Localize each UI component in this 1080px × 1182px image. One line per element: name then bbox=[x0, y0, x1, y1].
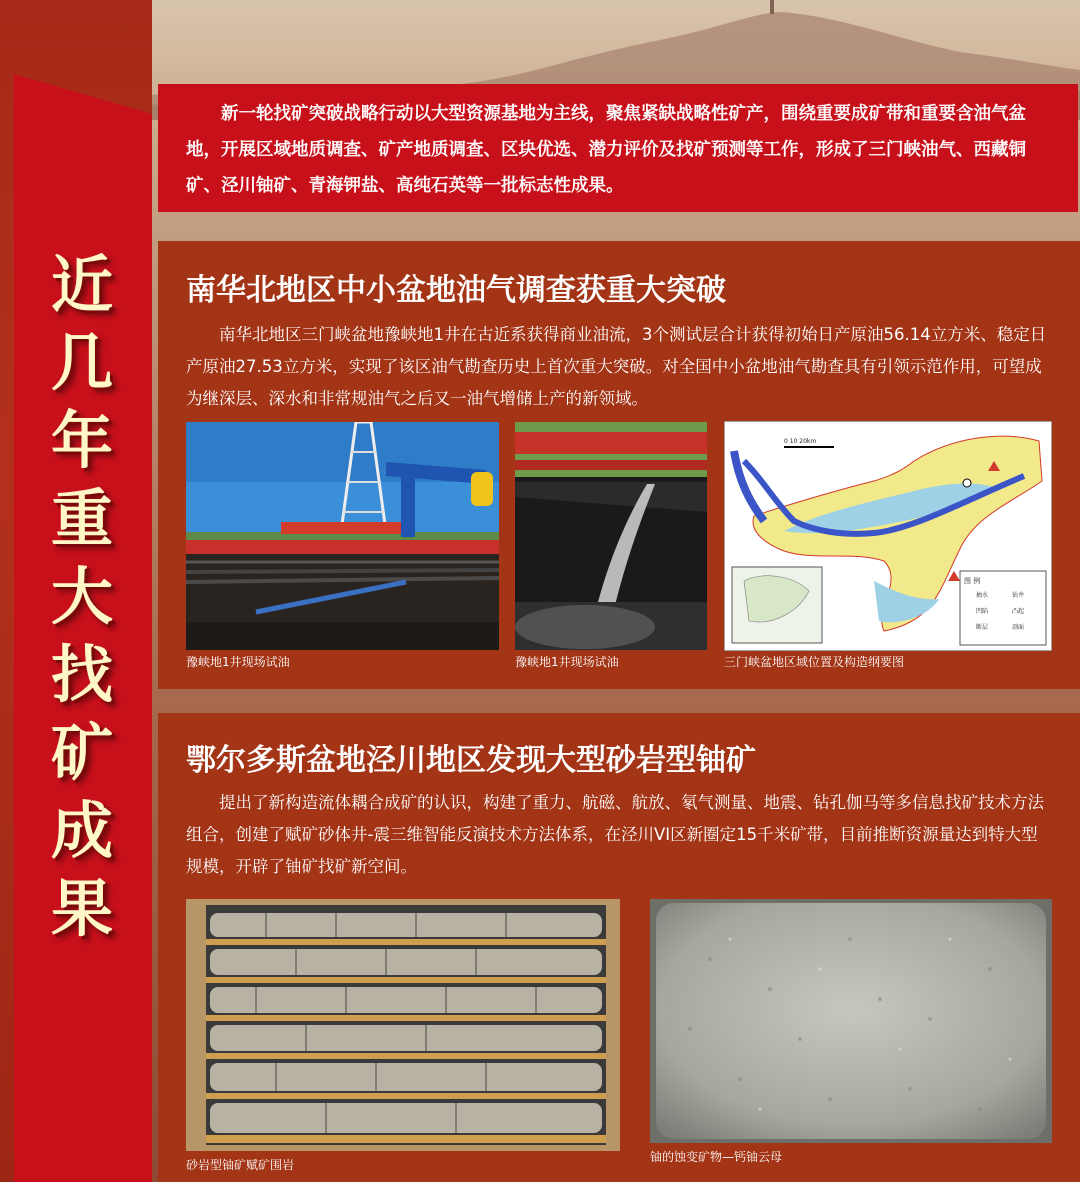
side-title-char: 重 bbox=[50, 482, 113, 555]
map-legend-item: 抽水 bbox=[976, 592, 989, 599]
uranium-mineral-photo bbox=[650, 899, 1052, 1143]
oil-rig-photo bbox=[186, 422, 499, 650]
side-title-char: 几 bbox=[50, 326, 113, 399]
map-legend-item: 凹陷 bbox=[976, 608, 989, 615]
side-title-char: 大 bbox=[50, 560, 113, 633]
map-legend-title: 图 例 bbox=[964, 577, 981, 585]
photo-caption: 砂岩型铀矿赋矿围岩 bbox=[186, 1158, 295, 1172]
oil-flow-photo bbox=[515, 422, 707, 650]
map-legend-item: 剖面 bbox=[1012, 624, 1025, 631]
basin-structure-map bbox=[724, 421, 1052, 651]
side-title-char: 年 bbox=[50, 404, 113, 477]
map-legend-item: 钻井 bbox=[1012, 592, 1025, 599]
side-title-char: 找 bbox=[50, 638, 113, 711]
side-title-char: 矿 bbox=[50, 716, 113, 789]
section-body: 南华北地区三门峡盆地豫峡地1井在古近系获得商业油流，3个测试层合计获得初始日产原油56.14立方米、稳定日产原油27.53立方米，实现了该区油气勘查历史上首次重大突破。对全国中小盆地油气勘查具有引领示范作用，可望成为继深层、深水和非常规油气之后又一油气增储上产的新领域。 bbox=[186, 325, 1047, 408]
photo-caption: 铀的蚀变矿物—钙铀云母 bbox=[650, 1150, 783, 1164]
side-title-char: 成 bbox=[50, 794, 113, 867]
section-body: 提出了新构造流体耦合成矿的认识，构建了重力、航磁、航放、氡气测量、地震、钻孔伽马等多信息找矿技术方法组合，创建了赋矿砂体井-震三维智能反演技术方法体系，在泾川VI区新圈定15千米矿带，目前推断资源量达到特大型规模，开辟了铀矿找矿新空间。 bbox=[186, 793, 1044, 876]
intro-summary-box bbox=[158, 84, 1078, 212]
intro-text: 新一轮找矿突破战略行动以大型资源基地为主线，聚焦紧缺战略性矿产，围绕重要成矿带和重要含油气盆地，开展区域地质调查、矿产地质调查、区块优选、潜力评价及找矿预测等工作，形成了三门峡油气、西藏铜矿、泾川铀矿、青海钾盐、高纯石英等一批标志性成果。 bbox=[186, 104, 1026, 196]
photo-caption: 豫峡地1井现场试油 bbox=[515, 655, 619, 669]
section-title: 南华北地区中小盆地油气调查获重大突破 bbox=[186, 273, 726, 308]
section-uranium bbox=[158, 713, 1080, 1182]
side-title-char: 果 bbox=[50, 872, 113, 945]
section-oil-gas bbox=[158, 241, 1080, 689]
map-legend-item: 凸起 bbox=[1012, 608, 1025, 615]
drill-core-photo bbox=[186, 899, 620, 1151]
side-title-char: 近 bbox=[50, 248, 113, 321]
map-scale-label: 0 10 20km bbox=[784, 438, 817, 445]
section-title: 鄂尔多斯盆地泾川地区发现大型砂岩型铀矿 bbox=[186, 743, 756, 778]
map-legend-item: 断层 bbox=[976, 624, 989, 631]
side-title bbox=[40, 246, 124, 948]
photo-caption: 豫峡地1井现场试油 bbox=[186, 655, 290, 669]
map-caption: 三门峡盆地区域位置及构造纲要图 bbox=[724, 655, 905, 669]
